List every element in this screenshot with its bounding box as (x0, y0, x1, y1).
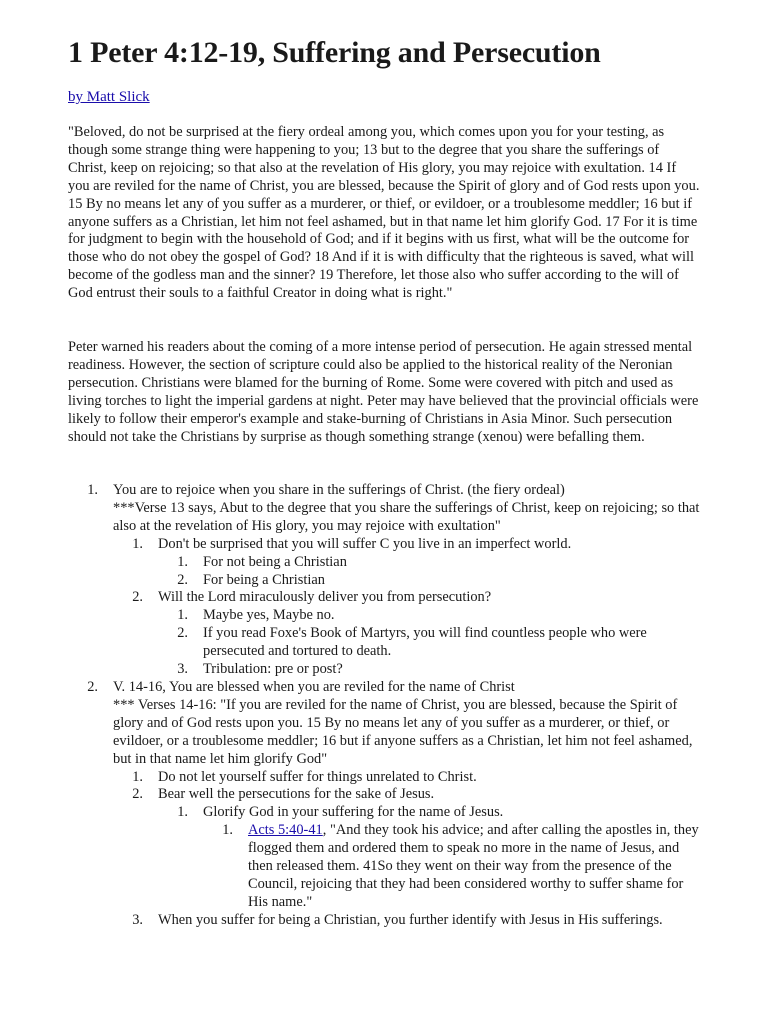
list-item-text: For not being a Christian (203, 553, 347, 570)
list-item-text: Do not let yourself suffer for things unrelated to Christ. (158, 768, 477, 785)
page-title: 1 Peter 4:12-19, Suffering and Persecution (68, 36, 601, 69)
list-number: 2. (87, 678, 98, 695)
list-number: 3. (132, 911, 143, 928)
list-item (113, 912, 700, 930)
list-number: 2. (132, 786, 143, 803)
list-item (158, 804, 700, 911)
list-item (113, 786, 700, 911)
sub-list (158, 607, 700, 679)
sub-list (158, 554, 700, 590)
outline (68, 482, 700, 930)
list-item-text: Maybe yes, Maybe no. (203, 607, 335, 624)
sub-list (203, 822, 700, 912)
list-item (158, 661, 700, 679)
commentary-paragraph: Peter warned his readers about the coming of a more intense period of persecution. He again stressed mental readiness. However, the section of scripture could also be applied to the historical reality of the Neronian persecution. Christians were blamed for the burning of Rome. Some were covered with pitch and used as living torches to light the imperial gardens at night. Peter may have believed that the provincial officials were likely to follow their emperor's example and stake-burning of Christians in Asia Minor. Such persecution should not take the Christians by surprise as though something strange (xenou) were befalling them. (68, 339, 699, 445)
outline-list (68, 482, 700, 930)
list-number: 1. (177, 553, 188, 570)
list-item (113, 589, 700, 679)
reference-quote: , "And they took his advice; and after calling the apostles in, they flogged them and ordered them to speak no more in the name of Jesus, and then released them. 41So they went on their way from the presence of the Council, rejoicing that they had been considered worthy to suffer shame for His name." (248, 822, 699, 910)
list-item-text: If you read Foxe's Book of Martyrs, you will find countless people who were persecuted and tortured to death. (203, 625, 647, 660)
verse-quote: ***Verse 13 says, Abut to the degree that you share the sufferings of Christ, keep on rejoicing; so that also at the revelation of His glory, you may rejoice with exultation" (113, 499, 700, 534)
sub-list (113, 536, 700, 679)
list-number: 2. (132, 589, 143, 606)
list-item (203, 822, 700, 912)
list-item-text: Will the Lord miraculously deliver you from persecution? (158, 589, 492, 606)
list-item-text: Bear well the persecutions for the sake of Jesus. (158, 786, 435, 803)
list-item-text: Don't be surprised that you will suffer C you live in an imperfect world. (158, 535, 572, 552)
list-number: 3. (177, 661, 188, 678)
list-item (113, 769, 700, 787)
list-item-text: Tribulation: pre or post? (203, 661, 343, 678)
sub-list (113, 769, 700, 930)
list-item-text: You are to rejoice when you share in the sufferings of Christ. (the fiery ordeal) (113, 482, 565, 498)
list-item (158, 607, 700, 625)
list-item (113, 536, 700, 590)
scripture-quote-paragraph: "Beloved, do not be surprised at the fiery ordeal among you, which comes upon you for your testing, as though some strange thing were happening to you; 13 but to the degree that you share the sufferings of Christ, keep on rejoicing; so that also at the revelation of His glory, you may rejoice with exultation. 14 If you are reviled for the name of Christ, you are blessed, because the Spirit of glory and of God rests upon you. 15 By no means let any of you suffer as a murderer, or thief, or evildoer, or a troublesome meddler; 16 but if anyone suffers as a Christian, let him not feel ashamed, but in that name let him glorify God. 17 For it is time for judgment to begin with the household of God; and if it begins with us first, what will be the outcome for those who do not obey the gospel of God? 18 And if it is with difficulty that the righteous is saved, what will become of the godless man and the sinner? 19 Therefore, let those also who suffer according to the will of God entrust their souls to a faithful Creator in doing what is right." (68, 124, 700, 302)
list-item (68, 482, 700, 679)
list-item-text: For being a Christian (203, 571, 325, 588)
list-number: 1. (222, 822, 233, 839)
list-item (158, 625, 700, 661)
list-number: 1. (132, 535, 143, 552)
list-item-text: V. 14-16, You are blessed when you are reviled for the name of Christ (113, 678, 515, 695)
list-number: 1. (177, 607, 188, 624)
list-item (68, 679, 700, 930)
list-item-text: Glorify God in your suffering for the name of Jesus. (203, 804, 504, 821)
scripture-reference-link[interactable]: Acts 5:40-41 (248, 822, 323, 839)
list-number: 1. (177, 804, 188, 821)
list-item (158, 572, 700, 590)
author-link[interactable]: by Matt Slick (68, 89, 150, 105)
sub-list (158, 804, 700, 911)
list-item-text (248, 822, 700, 912)
list-number: 2. (177, 571, 188, 588)
list-number: 2. (177, 625, 188, 642)
verse-quote: *** Verses 14-16: "If you are reviled for the name of Christ, you are blessed, because the Spirit of glory and of God rests upon you. 15 By no means let any of you suffer as a murderer, or thief, or evildoer, or a troublesome meddler; 16 but if anyone suffers as a Christian, let him not feel ashamed, but in that name let him glorify God" (113, 696, 693, 767)
list-item (158, 554, 700, 572)
list-number: 1. (87, 482, 98, 498)
list-number: 1. (132, 768, 143, 785)
list-item-text: When you suffer for being a Christian, you further identify with Jesus in His sufferings. (158, 911, 663, 928)
